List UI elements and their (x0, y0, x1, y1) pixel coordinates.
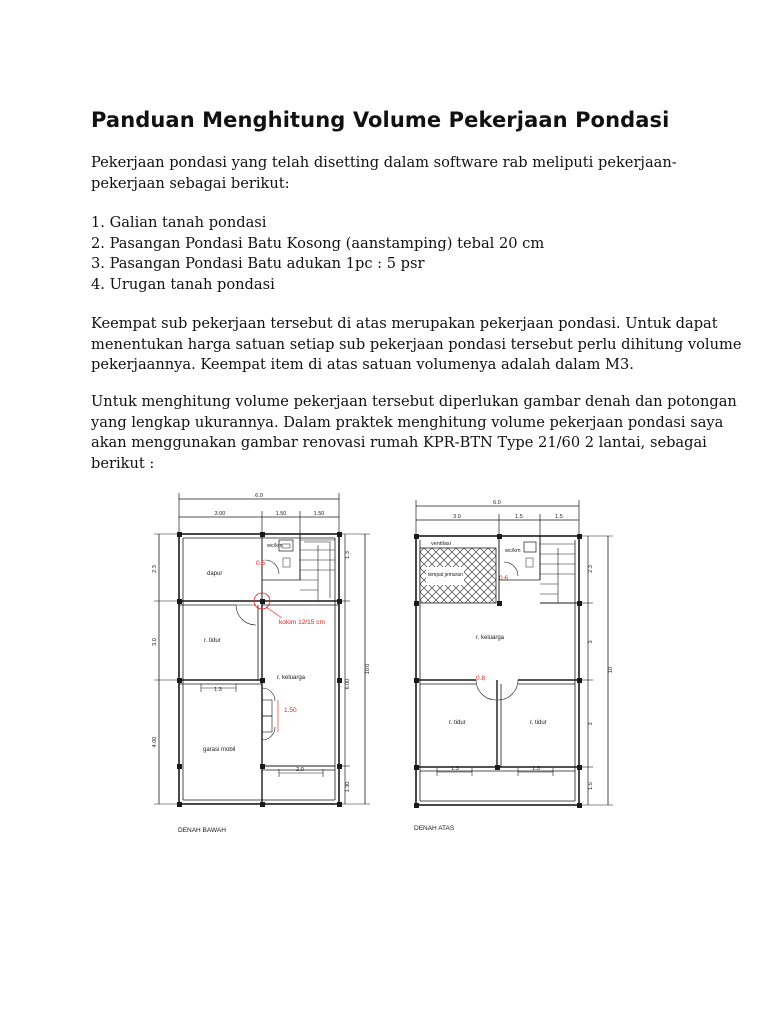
room-label-garasi: garasi mobil (203, 747, 236, 753)
dim-right: 6.00 (345, 678, 351, 690)
list-item: 2. Pasangan Pondasi Batu Kosong (aanstamping) tebal 20 cm (91, 234, 545, 252)
room-label-keluarga: r. keluarga (476, 635, 505, 641)
intro-line: pekerjaan sebagai berikut: (91, 174, 290, 192)
room-label-tidur-kanan: r. tidur (530, 720, 547, 726)
dim-total-width: 6.0 (255, 493, 263, 499)
door-tidur-width: 0.8 (476, 675, 486, 682)
dim-right: 3 (588, 640, 594, 644)
room-label-tidur-kiri: r. tidur (449, 720, 466, 726)
room-label-tempat-jemuran: tempat jemuran (428, 572, 463, 578)
room-label-wc: wc/km (267, 543, 283, 549)
dim-bottom: 2.0 (296, 767, 304, 773)
dim-right: 3 (588, 722, 594, 726)
room-label-keluarga: r. keluarga (277, 675, 306, 681)
list-item: 1. Galian tanah pondasi (91, 214, 267, 231)
list-item: 3. Pasangan Pondasi Batu adukan 1pc : 5 psr (91, 255, 425, 273)
room-label-dapur: dapur (207, 571, 223, 577)
door-wc-width: 0.6 (499, 575, 509, 582)
door-garasi-width: 1.50 (284, 707, 297, 714)
room-label-ventilasi: ventilasi (431, 541, 451, 547)
plan-bawah (154, 493, 370, 807)
room-label-tidur: r. tidur (204, 638, 221, 644)
dim-segment: 1.50 (313, 511, 325, 517)
plan-atas-caption: DENAH ATAS (414, 825, 455, 832)
plan-bawah-caption: DENAH BAWAH (178, 827, 226, 834)
dim-right: 10 (608, 666, 614, 674)
dim-right: 2.3 (588, 565, 594, 573)
dim-segment: 1.5 (515, 514, 523, 520)
dim-segment: 1.50 (275, 511, 287, 517)
dim-left: 3.0 (152, 638, 158, 646)
intro-line: Pekerjaan pondasi yang telah disetting dalam software rab meliputi pekerjaan- (91, 154, 677, 171)
dim-left: 4.00 (152, 736, 158, 748)
page-title: Panduan Menghitung Volume Pekerjaan Pondasi (91, 108, 670, 132)
paragraph-line: pekerjaannya. Keempat item di atas satuan volumenya adalah dalam M3. (91, 356, 634, 374)
kolom-leader (266, 607, 282, 618)
dim-segment: 3.00 (214, 511, 226, 517)
paragraph-line: Untuk menghitung volume pekerjaan tersebut diperlukan gambar denah dan potongan (91, 393, 737, 410)
dim-bed: 1.3 (214, 687, 222, 693)
paragraph-line: menentukan harga satuan setiap sub pekerjaan pondasi tersebut perlu dihitung volume (91, 335, 742, 353)
kolom-label: kolom 12/15 cm (279, 619, 325, 626)
dim-right: 1.5 (588, 782, 594, 790)
door-wc-width: 0.6 (256, 560, 266, 567)
room-label-wc: wc/km (505, 548, 521, 554)
paragraph-line: yang lengkap ukurannya. Dalam praktek menghitung volume pekerjaan pondasi saya (91, 413, 724, 431)
dim-bottom: 1.3 (532, 766, 540, 772)
list-item: 4. Urugan tanah pondasi (91, 275, 275, 293)
paragraph-line: akan menggunakan gambar renovasi rumah KPR-BTN Type 21/60 2 lantai, sebagai (91, 434, 707, 452)
dim-segment: 3.0 (453, 514, 461, 520)
paragraph-line: Keempat sub pekerjaan tersebut di atas merupakan pekerjaan pondasi. Untuk dapat (91, 315, 718, 332)
dim-bottom: 1.3 (451, 766, 459, 772)
paragraph-line: berikut : (91, 454, 155, 472)
dim-right: 10.0 (365, 663, 371, 675)
dim-segment: 1.5 (555, 514, 563, 520)
dim-right: 1.30 (345, 781, 351, 793)
dim-total-width: 6.0 (493, 500, 501, 506)
dim-right: 1.3 (345, 551, 351, 559)
dim-left: 2.3 (152, 565, 158, 573)
